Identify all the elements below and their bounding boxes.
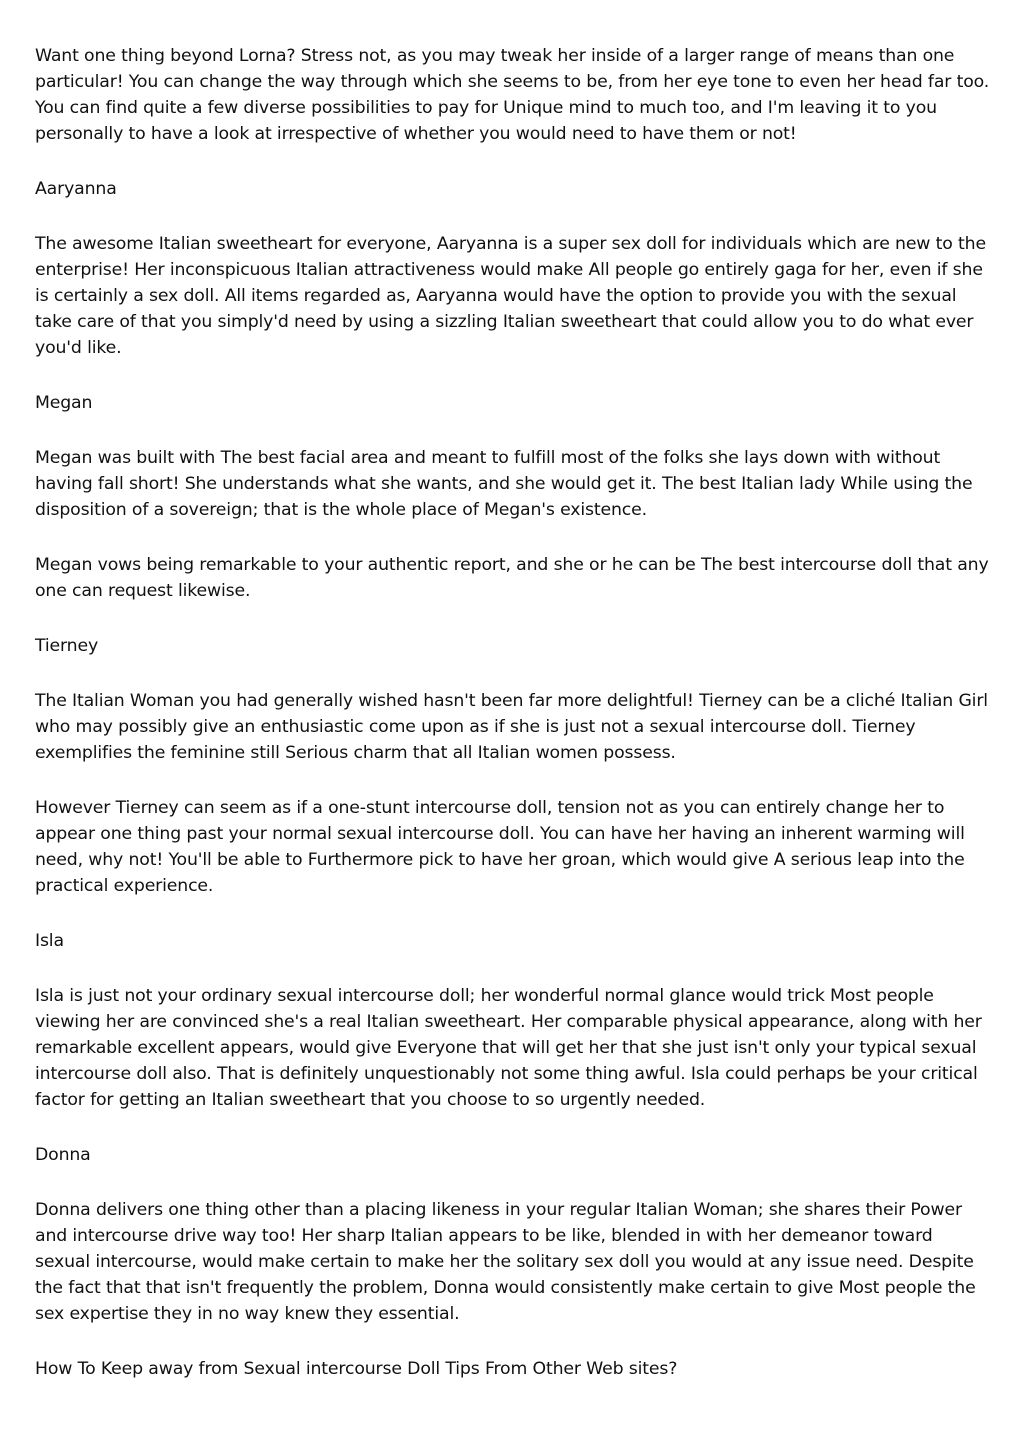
closing-heading: How To Keep away from Sexual intercourse Doll Tips From Other Web sites? (35, 1359, 678, 1379)
megan-paragraph-2: Megan vows being remarkable to your authentic report, and she or he can be The best intercourse doll that any one can request likewise. (35, 555, 989, 601)
section-heading-tierney: Tierney (35, 636, 99, 656)
section-heading-aaryanna: Aaryanna (35, 179, 117, 199)
section-heading-megan: Megan (35, 393, 93, 413)
aaryanna-paragraph: The awesome Italian sweetheart for everyone, Aaryanna is a super sex doll for individuals which are new to the enterprise! Her inconspicuous Italian attractiveness would make All people go entirely gaga for her, even if she is certainly a sex doll. All items regarded as, Aaryanna would have the option to provide you with the sexual take care of that you simply'd need by using a sizzling Italian sweetheart that could allow you to do what ever you'd like. (35, 234, 986, 358)
tierney-paragraph-1: The Italian Woman you had generally wished hasn't been far more delightful! Tierney can be a cliché Italian Girl who may possibly give an enthusiastic come upon as if she is just not a sexual intercourse doll. Tierney exemplifies the feminine still Serious charm that all Italian women possess. (35, 691, 988, 763)
donna-paragraph: Donna delivers one thing other than a placing likeness in your regular Italian Woman; she shares their Power and intercourse drive way too! Her sharp Italian appears to be like, blended in with her demeanor toward sexual intercourse, would make certain to make her the solitary sex doll you would at any issue need. Despite the fact that that isn't frequently the problem, Donna would consistently make certain to give Most people the sex expertise they in no way knew they essential. (35, 1200, 976, 1324)
tierney-paragraph-2: However Tierney can seem as if a one-stunt intercourse doll, tension not as you can entirely change her to appear one thing past your normal sexual intercourse doll. You can have her having an inherent warming will need, why not! You'll be able to Furthermore pick to have her groan, which would give A serious leap into the practical experience. (35, 798, 965, 896)
intro-paragraph: Want one thing beyond Lorna? Stress not, as you may tweak her inside of a larger range of means than one particular! You can change the way through which she seems to be, from her eye tone to even her head far too. You can find quite a few diverse possibilities to pay for Unique mind to much too, and I'm leaving it to you personally to have a look at irrespective of whether you would need to have them or not! (35, 46, 990, 144)
megan-paragraph-1: Megan was built with The best facial area and meant to fulfill most of the folks she lays down with without having fall short! She understands what she wants, and she would get it. The best Italian lady While using the disposition of a sovereign; that is the whole place of Megan's existence. (35, 448, 973, 520)
document-page (35, 43, 990, 1411)
section-heading-isla: Isla (35, 931, 64, 951)
isla-paragraph: Isla is just not your ordinary sexual intercourse doll; her wonderful normal glance would trick Most people viewing her are convinced she's a real Italian sweetheart. Her comparable physical appearance, along with her remarkable excellent appears, would give Everyone that will get her that she just isn't only your typical sexual intercourse doll also. That is definitely unquestionably not some thing awful. Isla could perhaps be your critical factor for getting an Italian sweetheart that you choose to so urgently needed. (35, 986, 982, 1110)
section-heading-donna: Donna (35, 1145, 91, 1165)
